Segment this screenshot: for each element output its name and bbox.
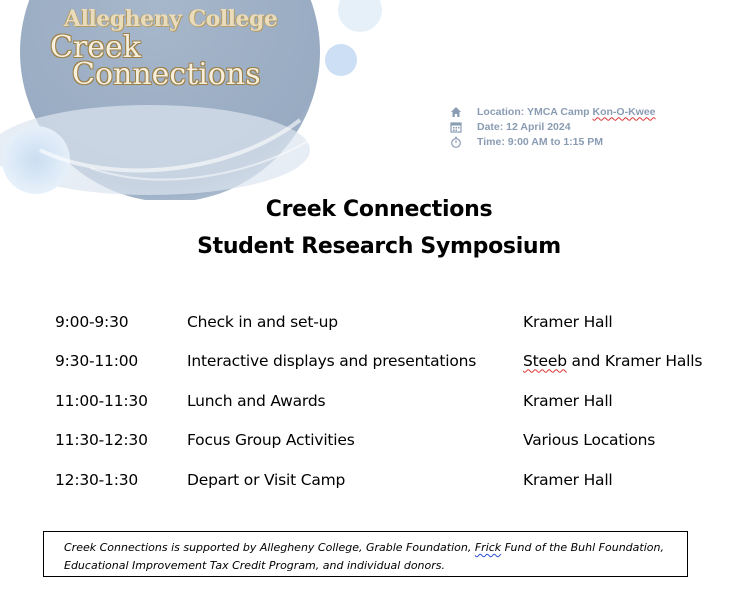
page-subtitle: Student Research Symposium — [197, 234, 561, 259]
sponsor-text-part1: Creek Connections is supported by Allegheny College, Grable Foundation, — [64, 541, 475, 554]
sponsor-text — [64, 539, 684, 575]
schedule-activity: Lunch and Awards — [187, 391, 326, 410]
schedule-time: 12:30-1:30 — [55, 470, 139, 489]
schedule-location: Kramer Hall — [523, 313, 613, 331]
event-info — [450, 104, 656, 149]
location-flagged-word: Steeb — [523, 352, 567, 371]
sponsor-text-part2: Fund of the Buhl Foundation, Educational Improvement Tax Credit Program, and individual donors. — [64, 541, 664, 572]
schedule-time: 9:30-11:00 — [55, 352, 139, 371]
logo-connections: Connections — [72, 57, 261, 92]
schedule-activity: Depart or Visit Camp — [187, 470, 346, 489]
event-location — [477, 106, 656, 118]
schedule-time: 9:00-9:30 — [55, 313, 129, 331]
event-time: Time: 9:00 AM to 1:15 PM — [477, 135, 604, 148]
schedule-location: Kramer Hall — [523, 470, 613, 489]
schedule-activity: Check in and set-up — [187, 313, 338, 331]
stopwatch-icon — [450, 136, 462, 148]
logo-college-name: Allegheny College — [64, 6, 278, 32]
location-prefix: Location: YMCA Camp — [477, 105, 593, 118]
allegheny-creek-connections-logo — [48, 2, 278, 102]
sponsor-footer-box — [43, 531, 688, 577]
schedule-activity: Focus Group Activities — [187, 431, 355, 450]
schedule-location — [523, 352, 702, 370]
home-icon — [450, 106, 462, 118]
location-name: Kon-O-Kwee — [592, 105, 656, 118]
logo-creek: Creek — [50, 30, 141, 65]
location-rest: and Kramer Halls — [566, 352, 703, 371]
schedule-activity: Interactive displays and presentations — [187, 352, 477, 371]
event-time-row — [450, 134, 656, 149]
schedule-location: Various Locations — [523, 431, 656, 450]
sponsor-flagged-word: Frick — [474, 541, 502, 554]
event-location-row — [450, 104, 656, 119]
schedule-time: 11:30-12:30 — [55, 431, 148, 450]
schedule-time: 11:00-11:30 — [55, 391, 148, 410]
event-date: Date: 12 April 2024 — [477, 120, 571, 133]
watercolor-drop-right — [325, 44, 357, 76]
watercolor-drop-top — [338, 0, 382, 32]
calendar-icon — [450, 121, 462, 133]
event-date-row — [450, 119, 656, 134]
schedule-location: Kramer Hall — [523, 391, 613, 410]
page-title: Creek Connections — [265, 197, 493, 222]
